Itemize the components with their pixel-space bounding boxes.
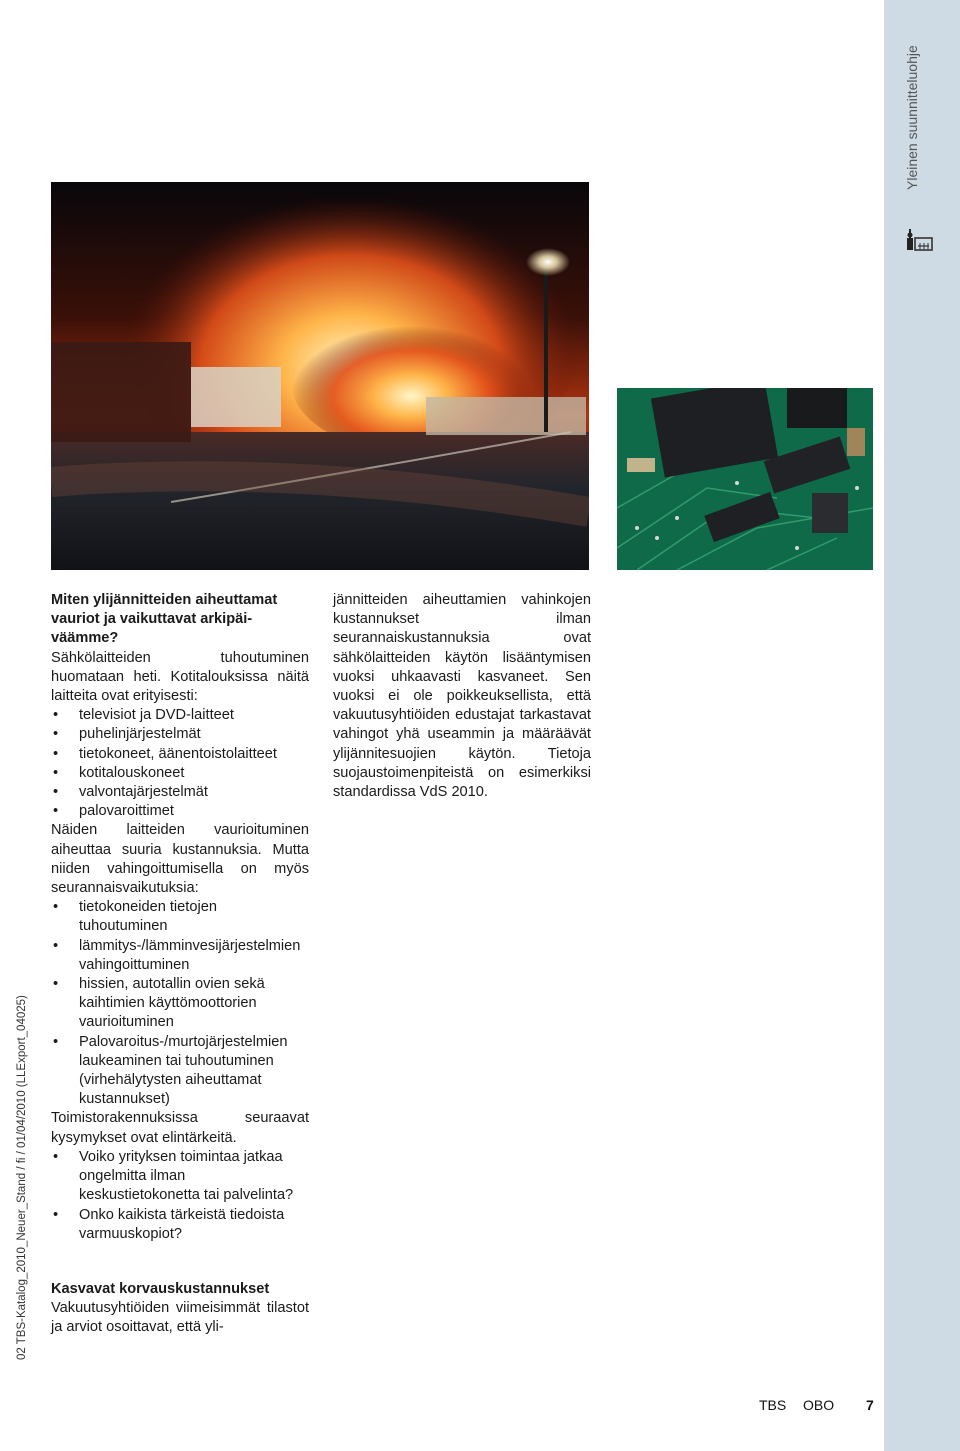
section-title: Yleinen suunnitteluohje (904, 45, 920, 190)
list-item: • valvontajärjestelmät (51, 783, 309, 802)
print-job-note: 02 TBS-Katalog_2010_Neuer_Stand / fi / 01/04/2010 (LLExport_04025) (16, 995, 28, 1360)
list-item: • Palovaroitus-/murtojärjestelmien laukeaminen tai tuhoutuminen (virhehälytysten aiheuttamat kustannukset) (51, 1033, 309, 1110)
list-item: • hissien, autotallin ovien sekä kaihtimien käyttömoottorien vaurioituminen (51, 975, 309, 1033)
questions-list (51, 1148, 309, 1244)
circuit-board-photo (617, 388, 873, 570)
list-item: • puhelinjärjestelmät (51, 725, 309, 744)
right-text-column (333, 591, 591, 802)
lightning-arrester-icon (906, 228, 934, 252)
list-item: • palovaroittimet (51, 802, 309, 821)
footer-brand-obo: OBO (803, 1397, 835, 1413)
claims-continued-paragraph: jännitteiden aiheuttamien vahinkojen kustannukset ilman seurannaiskustannuksia ovat sähkölaitteiden käytön lisääntymisen vuoksi uhkaavasti kasvaneet. Sen vuoksi ei ole poikkeuksellista, että vakuutusyhtiöiden edustajat tarkastavat vahingot yhä useammin ja määräävät ylijännitesuojien käytön. Tietoja suojaustoimenpiteistä on esimerkiksi standardissa VdS 2010. (333, 592, 591, 801)
footer-brand-tbs: TBS (759, 1397, 787, 1413)
list-item: • Onko kaikista tärkeistä tiedoista varmuuskopiot? (51, 1206, 309, 1244)
list-item: • televisiot ja DVD-laitteet (51, 706, 309, 725)
list-item: • kotitalouskoneet (51, 764, 309, 783)
fire-photo (51, 182, 589, 570)
office-paragraph: Toimistorakennuksissa seuraavat kysymykset ovat elintärkeitä. (51, 1110, 309, 1146)
list-item: • tietokoneiden tietojen tuhoutuminen (51, 898, 309, 936)
section-heading-2: Kasvavat korvauskustannukset (51, 1280, 270, 1297)
page-number: 7 (866, 1397, 874, 1413)
section-heading: Miten ylijännitteiden aiheuttamat vauriot ja vaikuttavat arkipäi-väämme? (51, 592, 278, 647)
claims-paragraph: Vakuutusyhtiöiden viimeisimmät tilastot ja arviot osoittavat, että yli- (51, 1300, 309, 1336)
list-item: • Voiko yrityksen toimintaa jatkaa ongelmitta ilman keskustietokonetta tai palvelinta? (51, 1148, 309, 1206)
device-list (51, 706, 309, 821)
sidebar-strip (884, 0, 960, 1451)
list-item: • lämmitys-/lämminvesijärjestelmien vahingoittuminen (51, 937, 309, 975)
consequences-paragraph: Näiden laitteiden vaurioituminen aiheuttaa suuria kustannuksia. Mutta niiden vahingoittumisella on myös seurannaisvaikutuksia: (51, 822, 309, 897)
intro-paragraph: Sähkölaitteiden tuhoutuminen huomataan heti. Kotitalouksissa näitä laitteita ovat erityisesti: (51, 649, 309, 705)
left-text-column (51, 591, 309, 1338)
consequences-list (51, 898, 309, 1109)
list-item: • tietokoneet, äänentoistolaitteet (51, 745, 309, 764)
